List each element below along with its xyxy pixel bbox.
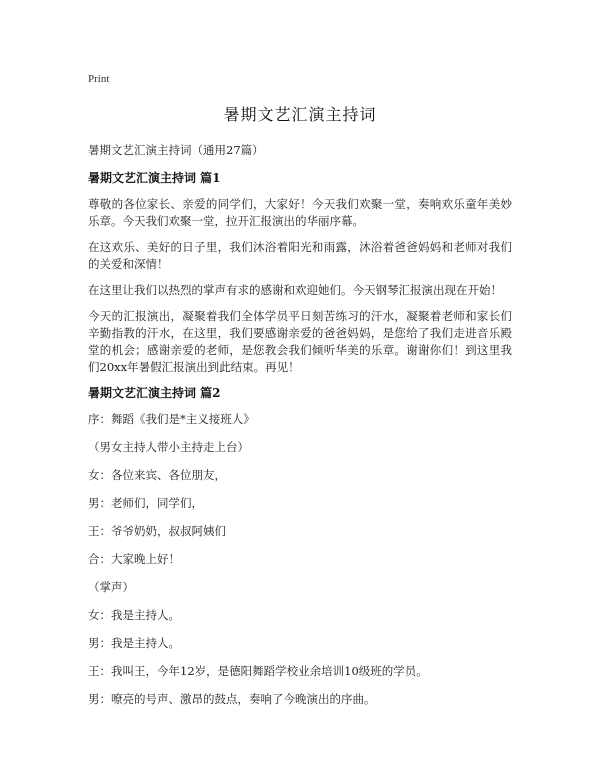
section-heading-2: 暑期文艺汇演主持词 篇2: [88, 386, 221, 400]
section1-paragraph: 在这里让我们以热烈的掌声有求的感谢和欢迎她们。今天钢琴汇报演出现在开始！: [88, 283, 502, 297]
script-line: 男：我是主持人。: [88, 636, 180, 650]
section1-paragraph: 尊敬的各位家长、亲爱的同学们，大家好！今天我们欢聚一堂，奏响欢乐童年美妙乐章。今天我们欢聚一堂，拉开汇报演出的华丽序幕。: [88, 197, 512, 228]
script-line: 女：我是主持人。: [88, 608, 180, 622]
script-line: 女：各位来宾、各位朋友，: [88, 468, 226, 482]
section-heading-1: 暑期文艺汇演主持词 篇1: [88, 171, 221, 185]
script-line: 男：老师们，同学们，: [88, 496, 203, 510]
script-line: 合：大家晚上好！: [88, 552, 180, 566]
section1-paragraph: 今天的汇报演出，凝聚着我们全体学员平日刻苦练习的汗水，凝聚着老师和家长们辛勤指教的汗水，在这里，我们要感谢亲爱的爸爸妈妈，是您给了我们走进音乐殿堂的机会；感谢亲爱的老师，是您教会我们倾听华美的乐章。谢谢你们！到这里我们20xx年暑假汇报演出到此结束。再见！: [88, 309, 512, 374]
script-line: （男女主持人带小主持走上台）: [88, 440, 249, 454]
script-line: （掌声）: [88, 580, 134, 594]
document-subtitle: 暑期文艺汇演主持词（通用27篇）: [88, 143, 264, 157]
script-line: 男：嘹亮的号声、激昂的鼓点，奏响了今晚演出的序曲。: [88, 692, 376, 706]
section1-paragraph: 在这欢乐、美好的日子里，我们沐浴着阳光和雨露，沐浴着爸爸妈妈和老师对我们的关爱和深情！: [88, 240, 512, 271]
script-line: 序：舞蹈《我们是*主义接班人》: [88, 412, 255, 426]
script-line: 王：爷爷奶奶，叔叔阿姨们: [88, 524, 226, 538]
print-link[interactable]: Print: [88, 73, 110, 85]
page-title: 暑期文艺汇演主持词: [223, 105, 377, 124]
script-line: 王：我叫王，今年12岁，是德阳舞蹈学校业余培训10级班的学员。: [88, 664, 428, 678]
